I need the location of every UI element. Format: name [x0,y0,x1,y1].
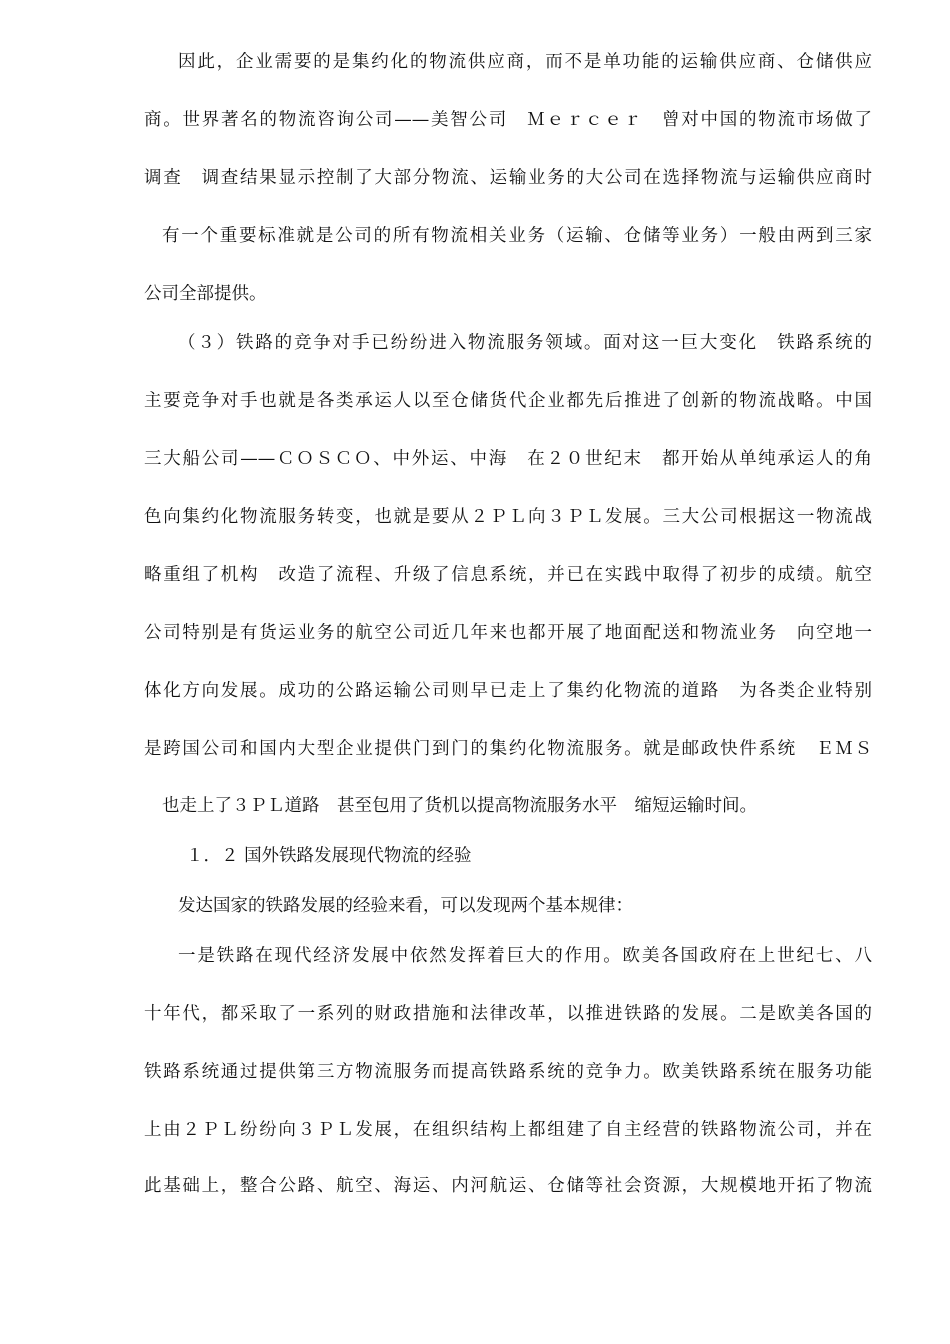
text-line: 铁路系统通过提供第三方物流服务而提高铁路系统的竞争力。欧美铁路系统在服务功能 [144,1062,872,1082]
text-line: 略重组了机构 改造了流程、升级了信息系统，并已在实践中取得了初步的成绩。航空 [144,565,872,585]
text-line: 因此，企业需要的是集约化的物流供应商，而不是单功能的运输供应商、仓储供应 [178,52,872,72]
text-line: 十年代，都采取了一系列的财政措施和法律改革，以推进铁路的发展。二是欧美各国的 [144,1004,872,1024]
text-line: 是跨国公司和国内大型企业提供门到门的集约化物流服务。就是邮政快件系统 ＥＭＳ [144,739,872,759]
text-line: 有一个重要标准就是公司的所有物流相关业务（运输、仓储等业务）一般由两到三家 [162,226,872,246]
text-line: （３）铁路的竞争对手已纷纷进入物流服务领域。面对这一巨大变化 铁路系统的 [178,333,872,353]
text-line: 商。世界著名的物流咨询公司——美智公司 Ｍｅｒｃｅｒ 曾对中国的物流市场做了 [144,110,872,130]
text-line: 公司特别是有货运业务的航空公司近几年来也都开展了地面配送和物流业务 向空地一 [144,623,872,643]
text-line: 发达国家的铁路发展的经验来看，可以发现两个基本规律： [178,896,633,916]
text-line: 也走上了３ＰＬ道路 甚至包用了货机以提高物流服务水平 缩短运输时间。 [162,796,757,816]
text-line: 一是铁路在现代经济发展中依然发挥着巨大的作用。欧美各国政府在上世纪七、八 [178,946,872,966]
text-line: 上由２ＰＬ纷纷向３ＰＬ发展，在组织结构上都组建了自主经营的铁路物流公司，并在 [144,1120,872,1140]
text-line: 色向集约化物流服务转变，也就是要从２ＰＬ向３ＰＬ发展。三大公司根据这一物流战 [144,507,872,527]
text-line: 三大船公司——ＣＯＳＣＯ、中外运、中海 在２０世纪末 都开始从单纯承运人的角 [144,449,872,469]
section-heading: １．２ 国外铁路发展现代物流的经验 [186,846,472,866]
text-line: 此基础上，整合公路、航空、海运、内河航运、仓储等社会资源，大规模地开拓了物流 [144,1176,872,1196]
text-line: 调查 调查结果显示控制了大部分物流、运输业务的大公司在选择物流与运输供应商时 [144,168,872,188]
text-line: 公司全部提供。 [144,284,267,304]
text-line: 主要竞争对手也就是各类承运人以至仓储货代企业都先后推进了创新的物流战略。中国 [144,391,872,411]
text-line: 体化方向发展。成功的公路运输公司则早已走上了集约化物流的道路 为各类企业特别 [144,681,872,701]
